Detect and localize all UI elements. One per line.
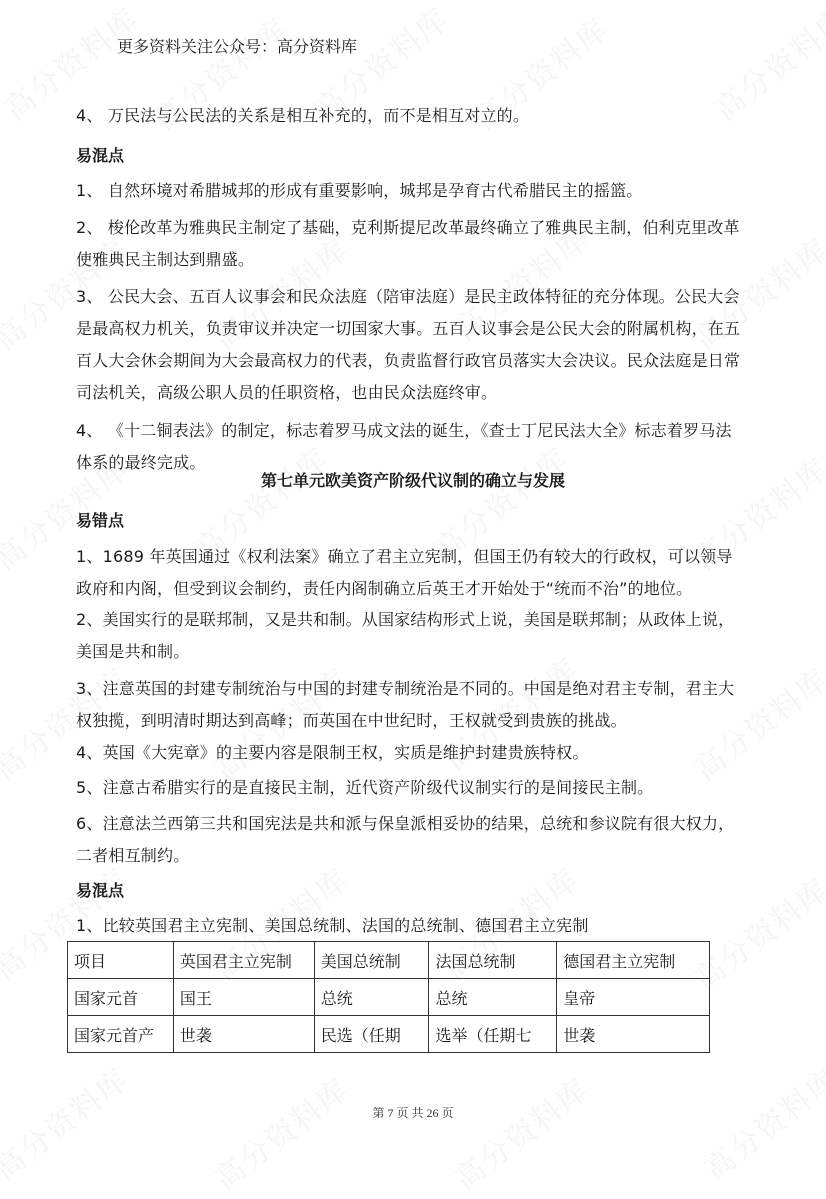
unit-title: 第七单元欧美资产阶级代议制的确立与发展	[260, 471, 565, 490]
section-a-item-3: 3、 公民大会、五百人议事会和民众法庭（陪审法庭）是民主政体特征的充分体现。公民大会是最高权力机关，负责审议并决定一切国家大事。五百人议事会是公民大会的附属机构，在五百人大会休会期间为大会最高权力的代表，负责监督行政官员落实大会决议。民众法庭是日常司法机关，高级公职人员的任职资格，也由民众法庭终审。	[76, 287, 741, 402]
header-note: 更多资料关注公众号：高分资料库	[117, 37, 358, 56]
section-b-item-4: 4、英国《大宪章》的主要内容是限制王权，实质是维护封建贵族特权。	[76, 743, 589, 762]
table-cell: 国王	[173, 979, 314, 1016]
table-cell: 国家元首产	[68, 1016, 174, 1053]
table-row	[68, 979, 710, 1016]
section-a-item-2: 2、 梭伦改革为雅典民主制定了基础，克利斯提尼改革最终确立了雅典民主制，伯利克里改革使雅典民主制达到鼎盛。	[76, 218, 740, 269]
table-header-cell: 德国君主立宪制	[557, 942, 710, 979]
section-a-item-4: 4、 《十二铜表法》的制定，标志着罗马成文法的诞生，《查士丁尼民法大全》标志着罗马法体系的最终完成。	[76, 421, 732, 472]
section-b-item-2: 2、美国实行的是联邦制，又是共和制。从国家结构形式上说，美国是联邦制；从政体上说，美国是共和制。	[76, 610, 735, 661]
table-cell: 皇帝	[557, 979, 710, 1016]
table-header-row	[68, 942, 710, 979]
table-cell: 选举（任期七	[429, 1016, 557, 1053]
table-cell: 世袭	[557, 1016, 710, 1053]
table-row	[68, 1016, 710, 1053]
section-b-item-5: 5、注意古希腊实行的是直接民主制，近代资产阶级代议制实行的是间接民主制。	[76, 778, 654, 797]
intro-item: 4、 万民法与公民法的关系是相互补充的，而不是相互对立的。	[76, 106, 530, 125]
page-footer: 第 7 页 共 26 页	[372, 1106, 454, 1120]
section-c-item-1: 1、比较英国君主立宪制、美国总统制、法国的总统制、德国君主立宪制	[76, 916, 589, 935]
table-header-cell: 英国君主立宪制	[173, 942, 314, 979]
section-heading-confusing-1: 易混点	[76, 146, 125, 165]
section-b-item-3: 3、注意英国的封建专制统治与中国的封建专制统治是不同的。中国是绝对君主专制，君主大权独揽，到明清时期达到高峰；而英国在中世纪时，王权就受到贵族的挑战。	[76, 679, 735, 730]
section-b-item-6: 6、注意法兰西第三共和国宪法是共和派与保皇派相妥协的结果，总统和参议院有很大权力，二者相互制约。	[76, 814, 735, 865]
table-cell: 总统	[314, 979, 429, 1016]
watermark	[443, 1065, 596, 1198]
section-heading-confusing-2: 易混点	[76, 881, 125, 900]
table-header-cell: 项目	[68, 942, 174, 979]
section-a-item-1: 1、 自然环境对希腊城邦的形成有重要影响，城邦是孕育古代希腊民主的摇篮。	[76, 181, 643, 200]
watermark	[203, 1065, 356, 1198]
table-cell: 世袭	[173, 1016, 314, 1053]
table-cell: 民选（任期	[314, 1016, 429, 1053]
section-b-item-1: 1、1689 年英国通过《权利法案》确立了君主立宪制，但国王仍有较大的行政权，可以领导政府和内阁，但受到议会制约，责任内阁制确立后英王才开始处于“统而不治”的地位。	[76, 547, 733, 598]
table-cell: 总统	[429, 979, 557, 1016]
section-heading-errors: 易错点	[76, 511, 125, 530]
table-header-cell: 法国总统制	[429, 942, 557, 979]
table-cell: 国家元首	[68, 979, 174, 1016]
comparison-table	[67, 941, 710, 1053]
table-header-cell: 美国总统制	[314, 942, 429, 979]
